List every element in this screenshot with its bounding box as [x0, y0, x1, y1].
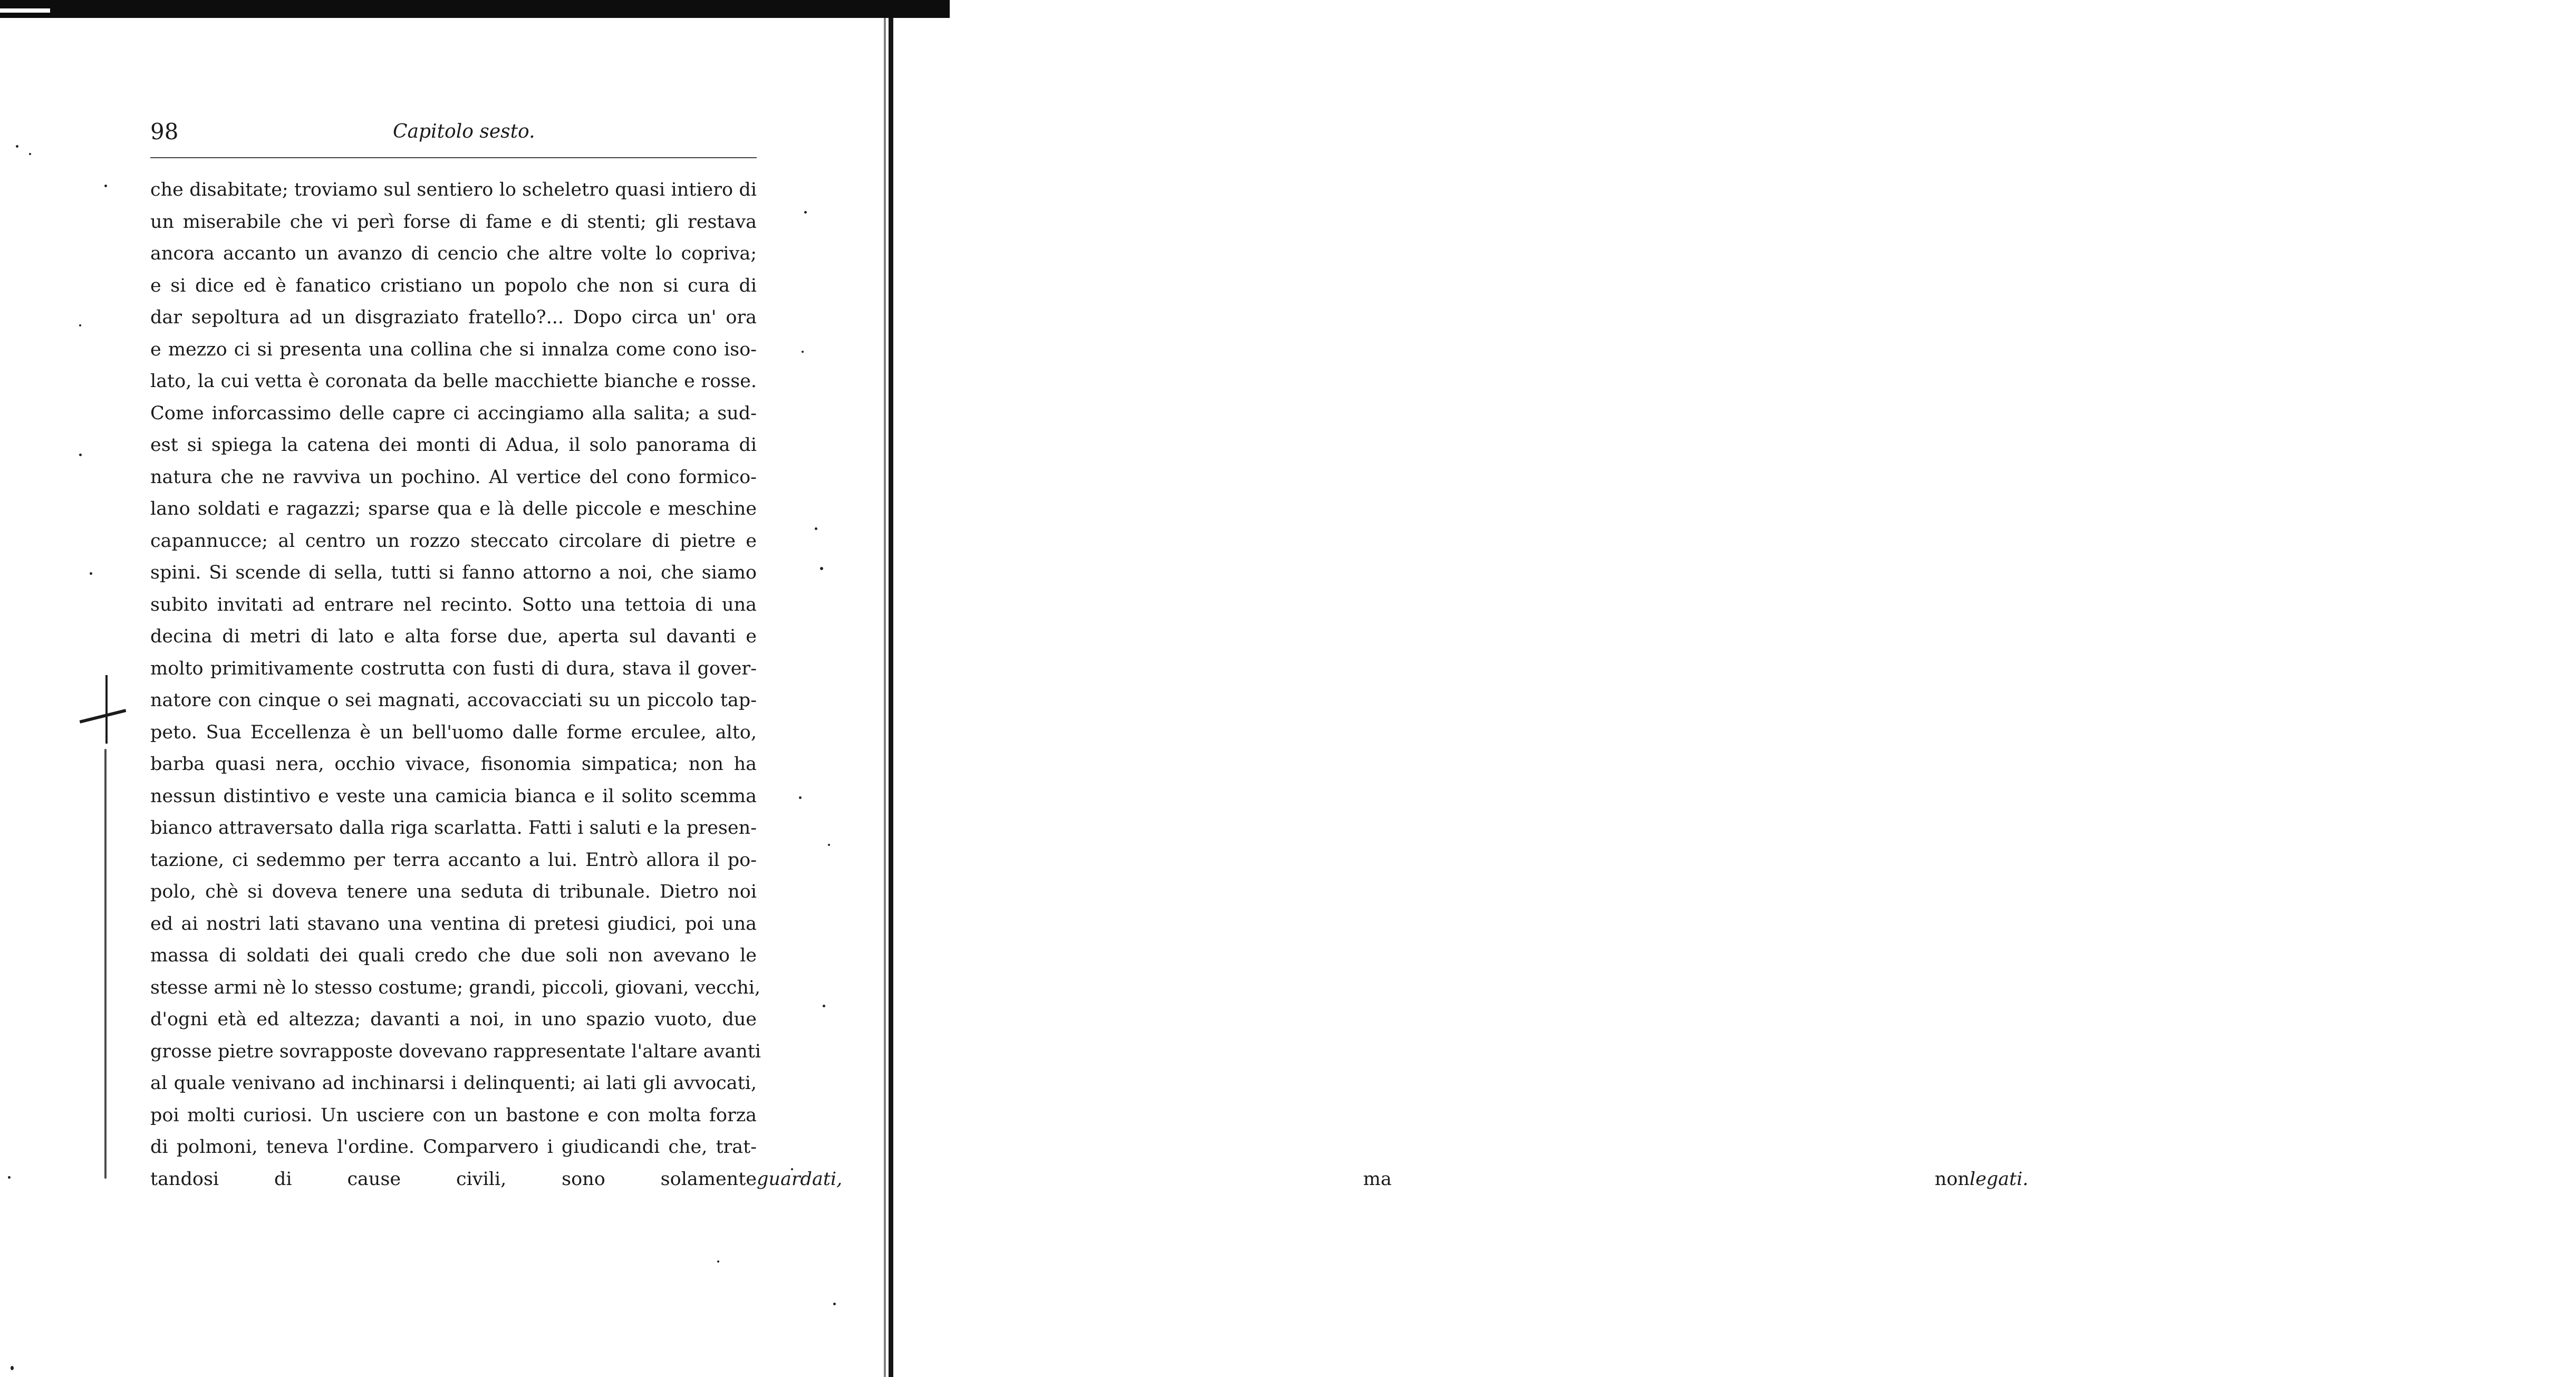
dust-speck: [29, 153, 31, 155]
text-line: subito invitati ad entrare nel recinto. Sotto una tettoia di una: [150, 594, 757, 615]
pencil-cross-mark-vertical: [105, 675, 108, 744]
dust-speck: [79, 454, 82, 456]
text-line: dar sepoltura ad un disgraziato fratello?... Dopo circa un' ora: [150, 307, 757, 328]
text-line: un miserabile che vi perì forse di fame e di stenti; gli restava: [150, 211, 757, 233]
text-line: lato, la cui vetta è coronata da belle macchiette bianche e rosse.: [150, 371, 757, 392]
text-line-last: [150, 1163, 2029, 1196]
running-head: [150, 116, 757, 148]
scan-top-notch: [0, 8, 50, 13]
dust-speck: [820, 567, 823, 570]
dust-speck: [90, 572, 92, 575]
text-line: al quale venivano ad inchinarsi i delinquenti; ai lati gli avvocati,: [150, 1073, 757, 1094]
text-line: poi molti curiosi. Un usciere con un bastone e con molta forza: [150, 1104, 757, 1126]
text-line: natore con cinque o sei magnati, accovacciati su un piccolo tap-: [150, 690, 757, 711]
text-line: e si dice ed è fanatico cristiano un popolo che non si cura di: [150, 275, 757, 296]
text-line: peto. Sua Eccellenza è un bell'uomo dalle forme erculee, alto,: [150, 721, 757, 743]
italic-word-guardati: guardati,: [757, 1168, 843, 1190]
dust-speck: [717, 1260, 719, 1263]
text-line: decina di metri di lato e alta forse due, aperta sul davanti e: [150, 626, 757, 647]
text-line: d'ogni età ed altezza; davanti a noi, in uno spazio vuoto, due: [150, 1009, 757, 1030]
text-line: est si spiega la catena dei monti di Adua, il solo panorama di: [150, 435, 757, 456]
text-line: tazione, ci sedemmo per terra accanto a lui. Entrò allora il po-: [150, 849, 757, 871]
text-line: lano soldati e ragazzi; sparse qua e là delle piccole e meschine: [150, 498, 757, 519]
text-line: polo, chè si doveva tenere una seduta di tribunale. Dietro noi: [150, 881, 757, 902]
text-line: spini. Si scende di sella, tutti si fanno attorno a noi, che siamo: [150, 562, 757, 583]
dust-speck: [823, 1005, 825, 1007]
text-line: barba quasi nera, occhio vivace, fisonomia simpatica; non ha: [150, 754, 757, 775]
text-line: natura che ne ravviva un pochino. Al vertice del cono formico-: [150, 466, 757, 488]
last-line-inner: [150, 1163, 2029, 1196]
dust-speck: [828, 844, 830, 846]
dust-speck: [104, 185, 107, 187]
chapter-title: Capitolo sesto.: [393, 121, 535, 142]
text-line: stesse armi nè lo stesso costume; grandi, piccoli, giovani, vecchi,: [150, 977, 761, 998]
text-line: capannucce; al centro un rozzo steccato circolare di pietre e: [150, 530, 757, 552]
last-line-text-before: tandosi di cause civili, sono solamente: [150, 1168, 757, 1190]
dust-speck: [815, 527, 817, 530]
dust-speck: [8, 1176, 11, 1179]
text-line: molto primitivamente costrutta con fusti di dura, stava il gover-: [150, 658, 757, 679]
dust-speck: [802, 351, 804, 353]
scan-top-border: [0, 0, 950, 18]
italic-word-legati: legati.: [1970, 1168, 2029, 1190]
dust-speck: [804, 211, 807, 214]
last-line-text-middle: ma non: [1363, 1168, 1970, 1190]
page-number: 98: [150, 119, 179, 145]
text-line: che disabitate; troviamo sul sentiero lo scheletro quasi intiero di: [150, 179, 757, 200]
pencil-margin-line: [104, 749, 107, 1179]
text-line: ed ai nostri lati stavano una ventina di pretesi giudici, poi una: [150, 913, 757, 935]
dust-speck: [79, 324, 81, 326]
pencil-cross-mark-horizontal: [80, 709, 127, 724]
dust-speck: [799, 796, 802, 799]
text-line: bianco attraversato dalla riga scarlatta. Fatti i saluti e la presen-: [150, 817, 757, 839]
text-line: grosse pietre sovrapposte dovevano rappresentate l'altare avanti: [150, 1041, 761, 1062]
dust-speck: [11, 1366, 14, 1370]
text-line: massa di soldati dei quali credo che due soli non avevano le: [150, 945, 757, 966]
body-text: [150, 174, 2029, 1195]
text-line: Come inforcassimo delle capre ci accingiamo alla salita; a sud-: [150, 402, 757, 424]
text-line: e mezzo ci si presenta una collina che si innalza come cono iso-: [150, 339, 757, 360]
header-rule: [150, 157, 757, 158]
dust-speck: [16, 145, 18, 148]
dust-speck: [833, 1303, 836, 1305]
text-line: di polmoni, teneva l'ordine. Comparvero i giudicandi che, trat-: [150, 1137, 757, 1158]
text-line: nessun distintivo e veste una camicia bianca e il solito scemma: [150, 785, 757, 807]
text-line: ancora accanto un avanzo di cencio che altre volte lo copriva;: [150, 243, 757, 264]
